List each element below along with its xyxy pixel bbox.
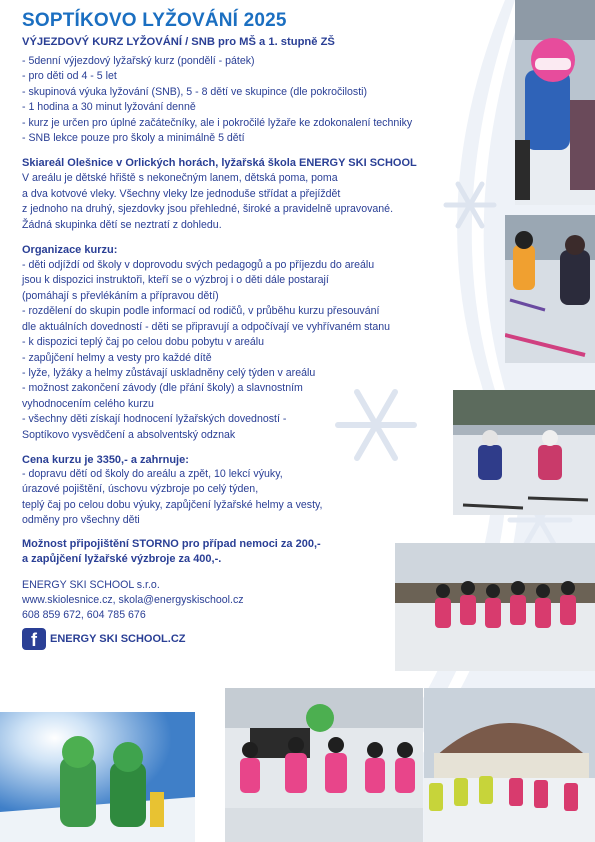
course-bullets (22, 54, 522, 146)
text-line: z jednoho na druhý, sjezdovky jsou přehledné, široké a pravidelně upravované. (22, 203, 394, 216)
organization-details (22, 258, 522, 443)
facebook-label: ENERGY SKI SCHOOL.CZ (50, 632, 186, 645)
text-line: - rozdělení do skupin podle informací od rodičů, v průběhu kurzu přesouvání (22, 305, 380, 318)
text-line: - zapůjčení helmy a vesty pro každé dítě (22, 351, 212, 364)
text-line: V areálu je dětské hřiště s nekonečným lanem, dětská poma, poma (22, 172, 338, 185)
text-line: Žádná skupinka dětí se neztratí z dohledu. (22, 218, 222, 231)
price-details (22, 467, 522, 529)
text-line: - děti odjíždí od školy v doprovodu svých pedagogů a po příjezdu do areálu (22, 259, 375, 272)
text-line: Možnost připojištění STORNO pro případ nemoci za 200,- (22, 537, 321, 550)
text-line: (pomáhají s převlékáním a přípravou dětí) (22, 289, 219, 302)
text-line: - možnost zakončení závody (dle přání školy) a slavnostním (22, 382, 303, 395)
list-item: - 5denní výjezdový lyžařský kurz (pondělí - pátek) (22, 55, 255, 67)
text-line: - všechny děti získají hodnocení lyžařských dovedností - (22, 413, 287, 426)
flyer-content (22, 10, 522, 650)
text-line: Soptíkovo vysvědčení a absolventský odznak (22, 428, 236, 441)
contact-web-email[interactable]: www.skiolesnice.cz, skola@energyskischool.cz (22, 593, 244, 606)
text-line: - dopravu dětí od školy do areálu a zpět, 10 lekcí výuky, (22, 467, 283, 480)
text-line: jsou k dispozici instruktoři, kteří se o výzbroj i o děti dále postarají (22, 274, 329, 287)
subtitle: VÝJEZDOVÝ KURZ LYŽOVÁNÍ / SNB pro MŠ a 1. stupně ZŠ (22, 36, 335, 48)
text-line: a zapůjčení lyžařské výzbroje za 400,-. (22, 552, 222, 565)
photo-girl-pink-helmet (515, 0, 595, 205)
area-heading: Skiareál Olešnice v Orlických horách, lyžařská škola ENERGY SKI SCHOOL (22, 157, 417, 170)
photo-kids-sunset (0, 712, 195, 842)
organization-heading: Organizace kurzu: (22, 244, 118, 257)
text-line: - k dispozici teplý čaj po celou dobu pobytu v areálu (22, 336, 265, 349)
text-line: odměny pro všechny děti (22, 514, 140, 527)
photo-kids-circle-tent (424, 688, 595, 842)
storno-note (22, 537, 522, 567)
list-item: - kurz je určen pro úplné začátečníky, ale i pokročilé lyžaře ke zdokonalení techniky (22, 116, 413, 129)
text-line: vyhodnocením celého kurzu (22, 397, 154, 410)
facebook-icon: f (22, 628, 46, 650)
text-line: úrazové pojištění, úschovu výzbroje po celý týden, (22, 483, 259, 496)
list-item: - pro děti od 4 - 5 let (22, 70, 117, 83)
text-line: - lyže, lyžáky a helmy zůstávají uskladněny celý týden v areálu (22, 366, 316, 379)
text-line: dle aktuálních dovedností - děti se připravují a odpočívají ve vyhřívaném stanu (22, 320, 391, 333)
text-line: a dva kotvové vleky. Všechny vleky lze jednoduše střídat a přejíždět (22, 187, 341, 200)
price-heading: Cena kurzu je 3350,- a zahrnuje: (22, 453, 189, 466)
page-title: SOPTÍKOVO LYŽOVÁNÍ 2025 (22, 10, 287, 31)
facebook-link[interactable] (22, 628, 522, 650)
contact-block (22, 578, 522, 624)
area-description (22, 171, 522, 233)
contact-phones: 608 859 672, 604 785 676 (22, 609, 146, 622)
text-line: teplý čaj po celou dobu výuky, zapůjčení lyžařské helmy a vesty, (22, 498, 323, 511)
list-item: - SNB lekce pouze pro školy a minimálně 5 dětí (22, 132, 245, 145)
list-item: - 1 hodina a 30 minut lyžování denně (22, 101, 196, 114)
list-item: - skupinová výuka lyžování (SNB), 5 - 8 dětí ve skupince (dle pokročilosti) (22, 85, 368, 98)
company-name: ENERGY SKI SCHOOL s.r.o. (22, 578, 160, 591)
photo-kids-mascot (225, 688, 423, 842)
